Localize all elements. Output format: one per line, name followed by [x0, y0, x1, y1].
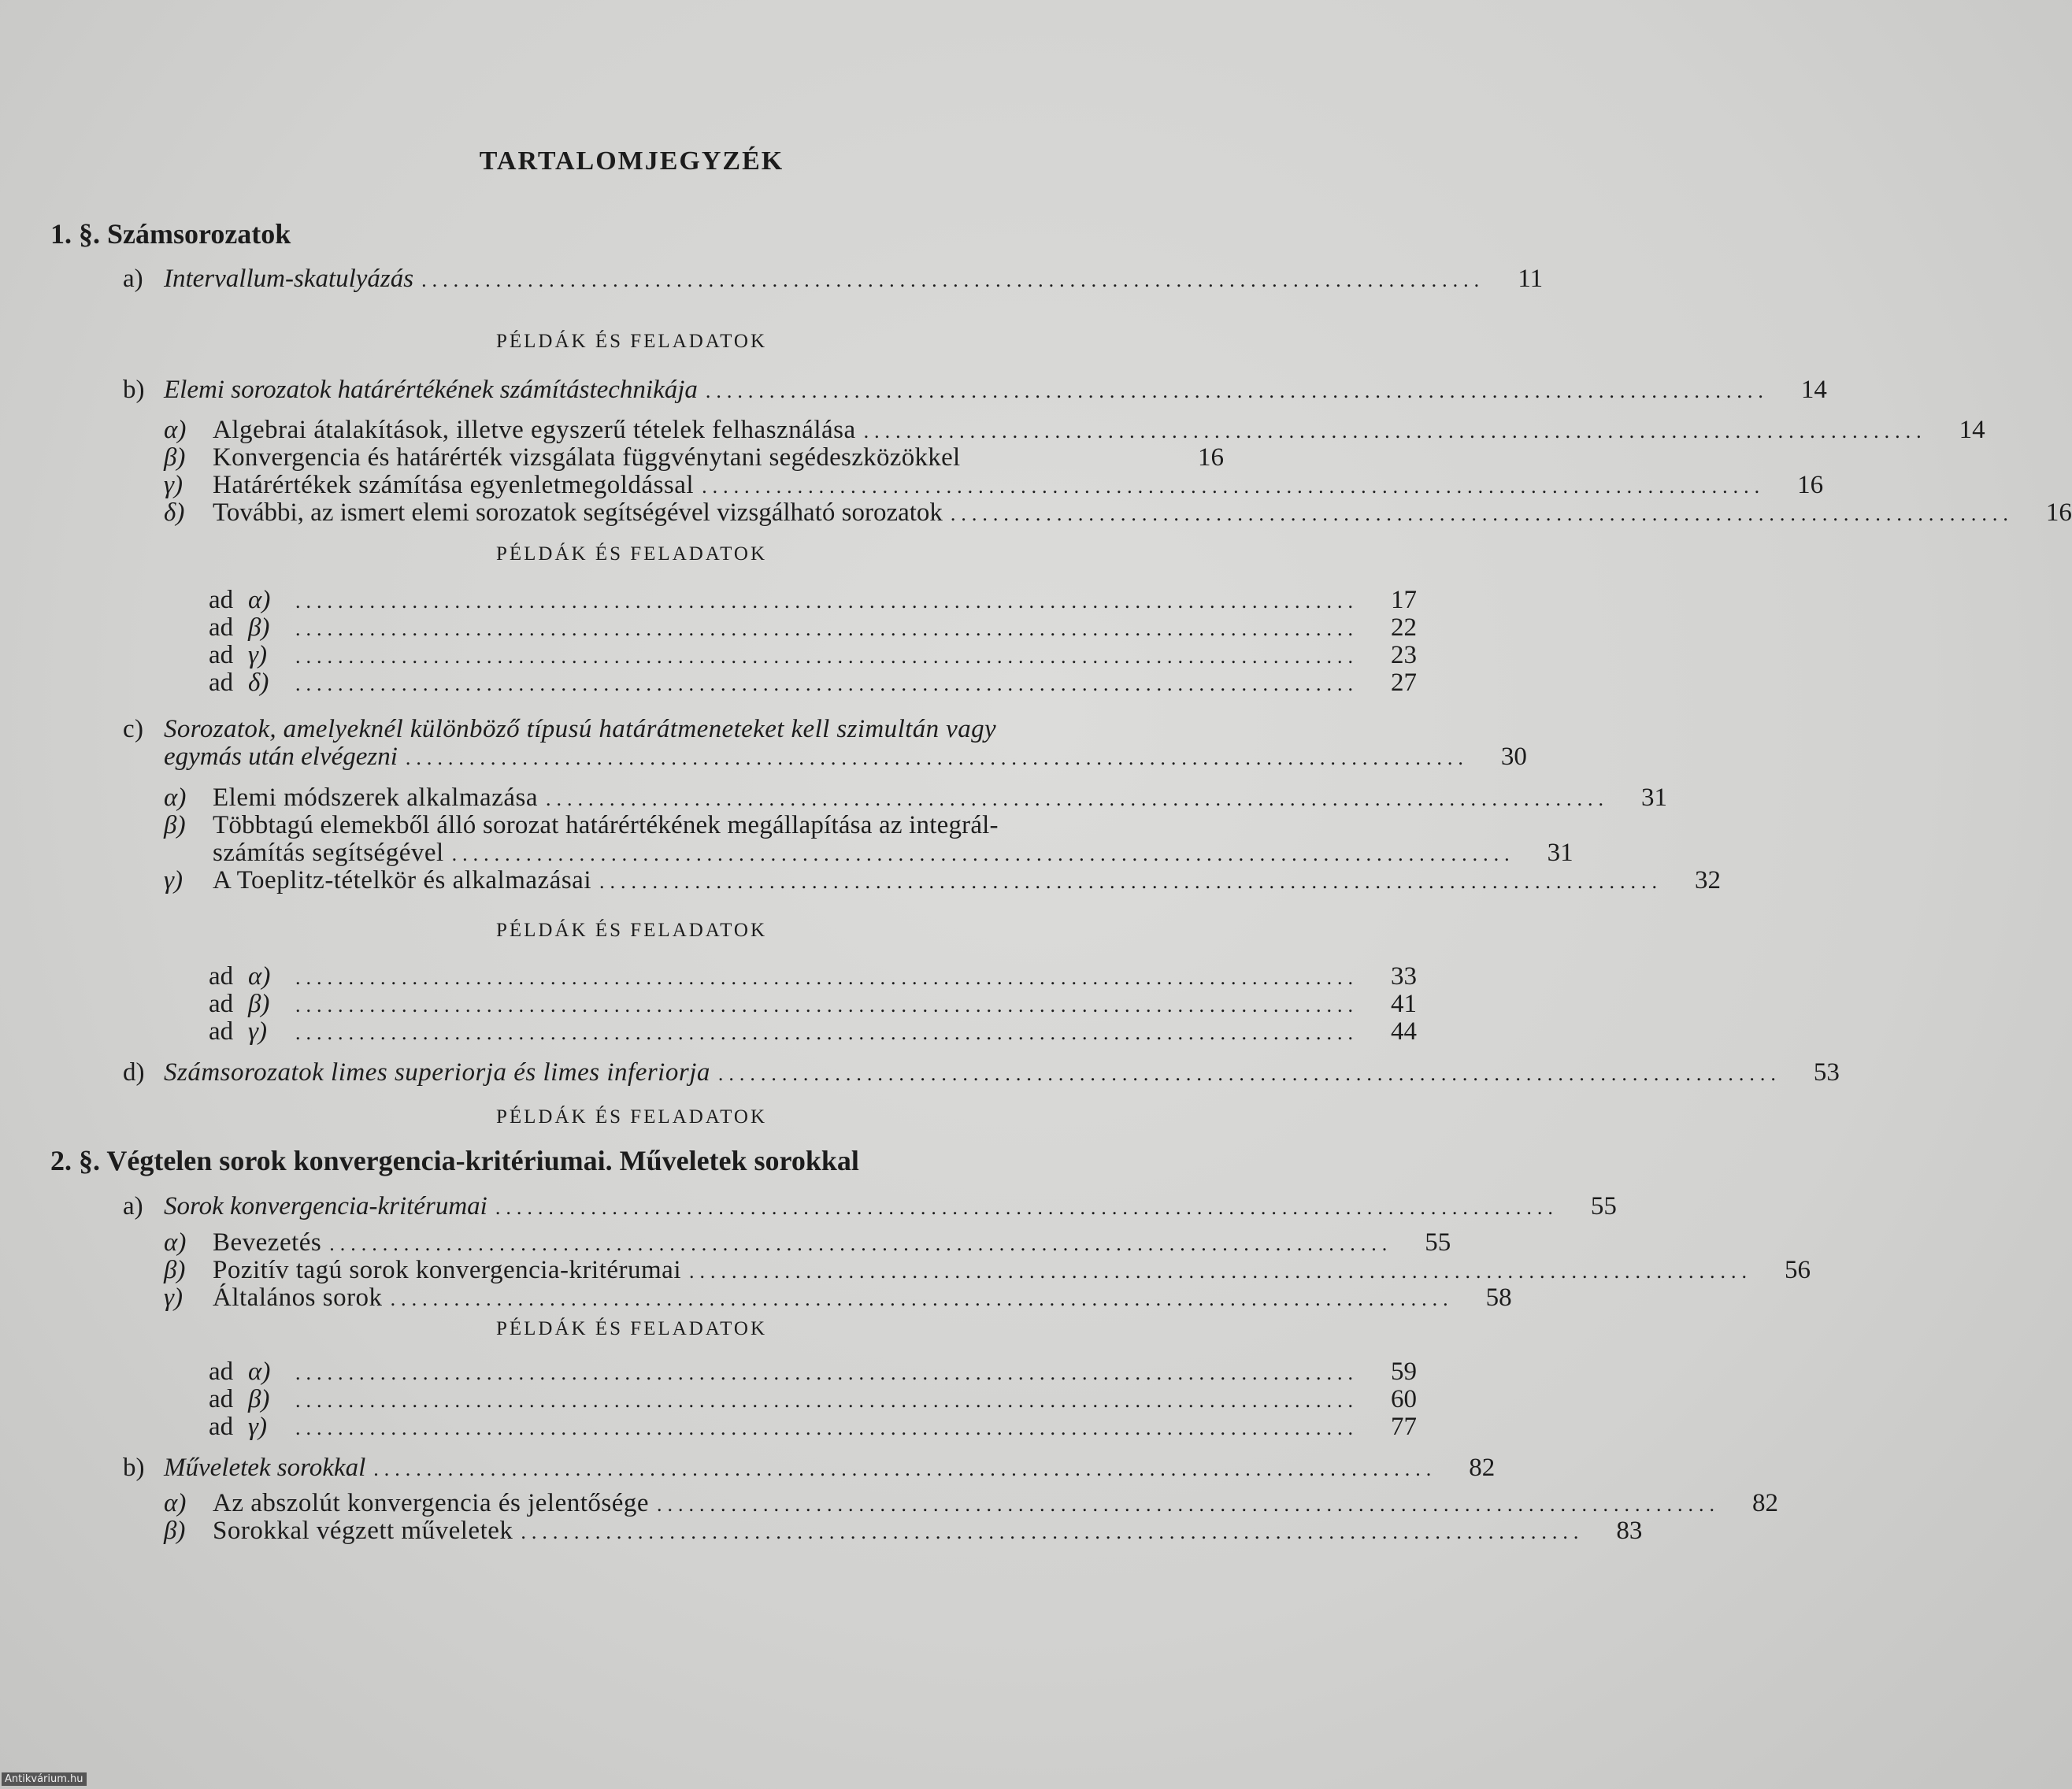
toc-entry-1c[interactable]	[164, 743, 1527, 772]
dot-leader: ....................................................................................................	[599, 870, 1662, 893]
dot-leader: ....................................................................................................	[329, 1232, 1393, 1255]
section-2-heading	[50, 1144, 859, 1177]
dot-leader: ....................................................................................................	[295, 590, 1358, 613]
entry-title: Algebrai átalakítások, illetve egyszerű tételek felhasználása	[213, 416, 856, 444]
page-number: 41	[1391, 990, 1417, 1018]
ad-label: ad	[209, 1413, 234, 1441]
dot-leader: ....................................................................................................	[295, 617, 1358, 640]
dot-leader: ....................................................................................................	[521, 1520, 1585, 1543]
page-number: 59	[1391, 1357, 1417, 1386]
dot-leader: ....................................................................................................	[657, 1493, 1721, 1516]
entry-title: Többtagú elemekből álló sorozat határértékének megállapítása az integrál-	[213, 811, 999, 839]
entry-marker: β)	[164, 1517, 186, 1545]
entry-title: Az abszolút konvergencia és jelentősége	[213, 1489, 650, 1517]
toc-entry-1a[interactable]	[123, 265, 1544, 294]
greek-marker: γ)	[248, 641, 267, 669]
ad-label: ad	[209, 962, 234, 991]
entry-title: További, az ismert elemi sorozatok segítségével vizsgálható sorozatok	[213, 498, 943, 527]
dot-leader: ....................................................................................................	[295, 1021, 1358, 1044]
entry-marker: γ)	[164, 866, 183, 894]
toc-entry-1b-ad-gamma[interactable]	[209, 641, 1417, 671]
toc-entry-1c-line1[interactable]	[123, 715, 1225, 744]
ad-label: ad	[209, 641, 234, 669]
entry-marker: β)	[164, 1256, 186, 1284]
watermark: Antikvárium.hu	[2, 1772, 87, 1786]
page-number: 58	[1485, 1283, 1512, 1312]
dot-leader: ....................................................................................................	[451, 843, 1515, 865]
dot-leader: ....................................................................................................	[950, 502, 2014, 525]
toc-entry-1b-ad-delta[interactable]	[209, 669, 1417, 698]
toc-entry-1c-alpha[interactable]	[164, 783, 1667, 813]
page-number: 32	[1694, 866, 1721, 894]
dot-leader: ....................................................................................................	[295, 645, 1358, 668]
dot-leader: ....................................................................................................	[495, 1196, 1559, 1219]
greek-marker: α)	[248, 962, 271, 991]
toc-entry-1b-gamma[interactable]	[164, 471, 1824, 501]
page-number: 11	[1518, 265, 1544, 293]
dot-leader: ....................................................................................................	[421, 269, 1485, 291]
examples-heading: PÉLDÁK ÉS FELADATOK	[495, 331, 768, 352]
entry-title: Sorokkal végzett műveletek	[213, 1517, 513, 1545]
entry-marker: β)	[164, 443, 186, 472]
toc-entry-2b[interactable]	[123, 1454, 1496, 1483]
dot-leader: ....................................................................................................	[295, 1389, 1358, 1412]
page-number: 60	[1391, 1385, 1417, 1413]
entry-marker: δ)	[164, 498, 185, 527]
entry-marker: γ)	[164, 471, 183, 499]
entry-title: Pozitív tagú sorok konvergencia-kritérumai	[213, 1256, 681, 1284]
entry-marker: d)	[123, 1058, 145, 1087]
page-number: 31	[1640, 783, 1667, 812]
entry-marker: α)	[164, 1489, 187, 1517]
ad-label: ad	[209, 669, 234, 697]
toc-entry-1b-beta[interactable]	[164, 443, 1224, 472]
section-1-heading	[50, 217, 291, 250]
page-number: 30	[1500, 743, 1527, 771]
greek-marker: β)	[248, 990, 270, 1018]
examples-heading: PÉLDÁK ÉS FELADATOK	[495, 1318, 768, 1339]
toc-entry-2a-ad-gamma[interactable]	[209, 1413, 1417, 1443]
entry-title: Határértékek számítása egyenletmegoldással	[213, 471, 695, 499]
dot-leader: ....................................................................................................	[295, 1417, 1358, 1439]
entry-marker: a)	[123, 265, 143, 293]
page-number: 83	[1616, 1517, 1643, 1545]
toc-entry-1b[interactable]	[123, 376, 1827, 406]
entry-title: Műveletek sorokkal	[164, 1454, 366, 1482]
page-number: 14	[1959, 416, 1985, 444]
entry-marker: γ)	[164, 1283, 183, 1312]
entry-title: Bevezetés	[213, 1228, 322, 1257]
greek-marker: α)	[248, 1357, 271, 1386]
entry-title: Sorozatok, amelyeknél különböző típusú határátmeneteket kell szimultán vagy	[164, 715, 997, 743]
entry-title: Általános sorok	[213, 1283, 383, 1312]
ad-label: ad	[209, 1385, 234, 1413]
ad-label: ad	[209, 586, 234, 614]
entry-title: Elemi sorozatok határértékének számítástechnikája	[164, 376, 698, 404]
dot-leader: ....................................................................................................	[405, 746, 1469, 769]
toc-entry-2a-ad-alpha[interactable]	[209, 1357, 1417, 1387]
page-number: 16	[1797, 471, 1824, 499]
entry-marker: α)	[164, 1228, 187, 1257]
dot-leader: ....................................................................................................	[705, 380, 1769, 402]
examples-heading: PÉLDÁK ÉS FELADATOK	[495, 1106, 768, 1128]
toc-entry-1c-ad-gamma[interactable]	[209, 1017, 1417, 1047]
ad-label: ad	[209, 613, 234, 642]
dot-leader: ....................................................................................................	[295, 1361, 1358, 1384]
dot-leader: ....................................................................................................	[373, 1457, 1437, 1480]
entry-marker: b)	[123, 1454, 145, 1482]
examples-heading: PÉLDÁK ÉS FELADATOK	[495, 543, 768, 565]
entry-title: Számsorozatok limes superiorja és limes inferiorja	[164, 1058, 710, 1087]
page-number: 55	[1590, 1192, 1617, 1220]
dot-leader: ....................................................................................................	[717, 1062, 1781, 1085]
examples-heading: PÉLDÁK ÉS FELADATOK	[495, 920, 768, 941]
toc-entry-2b-beta[interactable]	[164, 1517, 1643, 1546]
dot-leader: ....................................................................................................	[545, 787, 1609, 810]
toc-entry-1c-ad-beta[interactable]	[209, 990, 1417, 1020]
toc-entry-2a-ad-beta[interactable]	[209, 1385, 1417, 1415]
toc-entry-2a-beta[interactable]	[164, 1256, 1811, 1286]
page-number: 53	[1813, 1058, 1840, 1087]
toc-entry-2b-alpha[interactable]	[164, 1489, 1779, 1519]
entry-title: Sorok konvergencia-kritérumai	[164, 1192, 487, 1220]
page-number: 23	[1391, 641, 1417, 669]
page-number: 31	[1547, 839, 1573, 867]
entry-title: A Toeplitz-tételkör és alkalmazásai	[213, 866, 591, 894]
toc-entry-1c-beta[interactable]	[213, 839, 1573, 869]
page-number: 16	[2045, 498, 2072, 527]
toc-entry-1b-ad-beta[interactable]	[209, 613, 1417, 643]
dot-leader: ....................................................................................................	[702, 475, 1766, 498]
page-number: 56	[1785, 1256, 1811, 1284]
toc-entry-1c-ad-alpha[interactable]	[209, 962, 1417, 992]
toc-entry-1c-gamma[interactable]	[164, 866, 1721, 896]
dot-leader: ....................................................................................................	[390, 1287, 1454, 1310]
entry-title: Konvergencia és határérték vizsgálata függvénytani segédeszközökkel	[213, 443, 961, 472]
entry-marker: α)	[164, 783, 187, 812]
entry-marker: b)	[123, 376, 145, 404]
page-number: 22	[1391, 613, 1417, 642]
dot-leader: ....................................................................................................	[863, 420, 1927, 443]
page-title: TARTALOMJEGYZÉK	[479, 146, 784, 176]
entry-title-continued: egymás után elvégezni	[164, 743, 398, 771]
page-number: 27	[1391, 669, 1417, 697]
ad-label: ad	[209, 990, 234, 1018]
page-number: 77	[1391, 1413, 1417, 1441]
entry-marker: c)	[123, 715, 144, 743]
entry-title: Intervallum-skatulyázás	[164, 265, 414, 293]
page-number: 82	[1752, 1489, 1779, 1517]
section-title: Végtelen sorok konvergencia-kritériumai. Műveletek sorokkal	[106, 1145, 859, 1176]
dot-leader: ....................................................................................................	[295, 994, 1358, 1017]
ad-label: ad	[209, 1017, 234, 1046]
greek-marker: α)	[248, 586, 271, 614]
toc-entry-1b-delta[interactable]	[164, 498, 2072, 528]
page-number: 14	[1800, 376, 1827, 404]
toc-entry-1b-ad-alpha[interactable]	[209, 586, 1417, 616]
page-number: 33	[1391, 962, 1417, 991]
page-number: 82	[1469, 1454, 1496, 1482]
page-number: 16	[1198, 443, 1224, 472]
dot-leader: ....................................................................................................	[295, 672, 1358, 695]
greek-marker: β)	[248, 613, 270, 642]
ad-label: ad	[209, 1357, 234, 1386]
toc-entry-1d[interactable]	[123, 1058, 1840, 1088]
greek-marker: δ)	[248, 669, 269, 697]
greek-marker: γ)	[248, 1413, 267, 1441]
toc-entry-1c-beta-line1[interactable]	[164, 811, 1266, 840]
entry-title-continued: számítás segítségével	[213, 839, 444, 867]
greek-marker: β)	[248, 1385, 270, 1413]
section-number: 1. §.	[50, 218, 100, 250]
entry-marker: a)	[123, 1192, 143, 1220]
entry-marker: β)	[164, 811, 186, 839]
entry-marker: α)	[164, 416, 187, 444]
section-title: Számsorozatok	[107, 218, 291, 250]
dot-leader: ....................................................................................................	[689, 1260, 1752, 1283]
greek-marker: γ)	[248, 1017, 267, 1046]
toc-entry-2a-gamma[interactable]	[164, 1283, 1512, 1313]
page-number: 17	[1391, 586, 1417, 614]
toc-entry-2a-alpha[interactable]	[164, 1228, 1451, 1258]
page-number: 44	[1391, 1017, 1417, 1046]
entry-title: Elemi módszerek alkalmazása	[213, 783, 538, 812]
toc-entry-2a[interactable]	[123, 1192, 1617, 1222]
section-number: 2. §.	[50, 1145, 100, 1176]
dot-leader: ....................................................................................................	[295, 966, 1358, 989]
page-number: 55	[1425, 1228, 1451, 1257]
toc-entry-1b-alpha[interactable]	[164, 416, 1985, 446]
